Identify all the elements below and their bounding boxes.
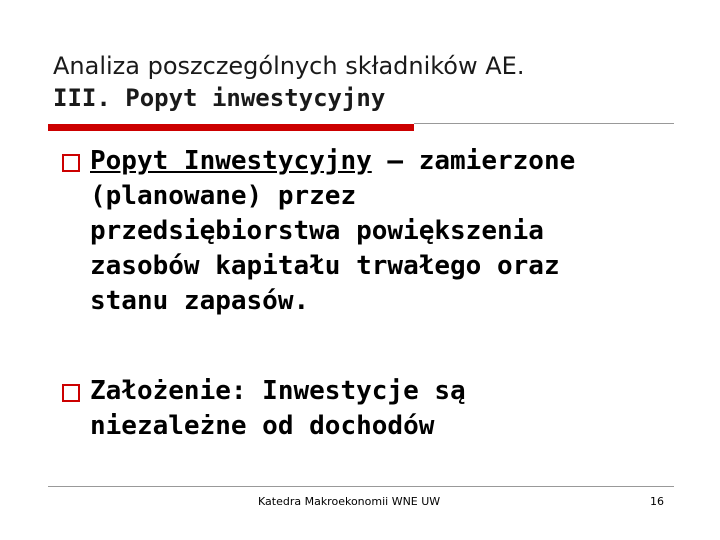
- title-line-2: III. Popyt inwestycyjny: [53, 84, 386, 112]
- bullet-item-investment-demand: [62, 144, 682, 319]
- square-bullet-icon: [62, 154, 80, 172]
- bullet-line: [90, 144, 682, 179]
- definition-start: – zamierzone: [371, 146, 576, 176]
- bullet-line: niezależne od dochodów: [90, 411, 435, 441]
- bullet-line: przedsiębiorstwa powiększenia: [90, 216, 544, 246]
- bullet-line: zasobów kapitału trwałego oraz: [90, 251, 560, 281]
- page-number: 16: [650, 495, 664, 508]
- footer-divider-line: [48, 486, 674, 487]
- bullet-item-assumption: [62, 374, 682, 444]
- bullet-line: stanu zapasów.: [90, 286, 310, 316]
- title-line-1: Analiza poszczególnych składników AE.: [53, 52, 525, 80]
- title-divider-line: [414, 123, 674, 124]
- slide-title: [53, 50, 693, 114]
- bullet-line: Założenie: Inwestycje są: [90, 376, 466, 406]
- bullet-line: (planowane) przez: [90, 181, 357, 211]
- defined-term: Popyt Inwestycyjny: [90, 146, 372, 176]
- footer-department: Katedra Makroekonomii WNE UW: [258, 495, 441, 508]
- title-accent-bar: [48, 124, 414, 131]
- bullet-text: [90, 144, 682, 319]
- square-bullet-icon: [62, 384, 80, 402]
- bullet-text: [90, 374, 682, 444]
